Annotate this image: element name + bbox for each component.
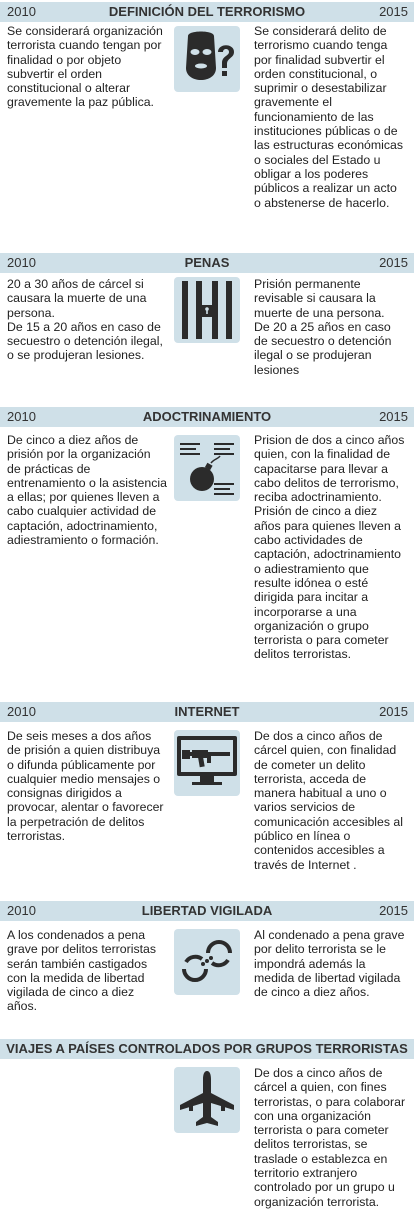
section-definicion <box>0 2 414 210</box>
text-2015 <box>254 277 406 377</box>
paragraph: Se considerará organización terrorista cuando tengan por finalidad o por objeto subvertir el orden constitucional o alterar gravemente la paz pública. <box>7 24 163 110</box>
bomb-document-icon <box>174 435 240 501</box>
year-2010-label: 2010 <box>7 903 36 918</box>
year-2015-label: 2015 <box>379 903 408 918</box>
text-2010 <box>7 433 167 547</box>
paragraph: Al condenado a pena grave por delito terrorista se le impondrá además la medida de libertad vigilada de cinco a diez años. <box>254 928 405 1000</box>
paragraph: De 20 a 25 años en caso de secuestro o detención ilegal o se produjeran lesiones <box>254 319 392 377</box>
year-2010-label: 2010 <box>7 704 36 719</box>
section-internet <box>0 702 414 872</box>
year-2015-label: 2015 <box>379 409 408 424</box>
section-header <box>0 407 414 427</box>
monitor-rifle-icon <box>174 730 240 796</box>
section-header <box>0 702 414 722</box>
paragraph: De dos a cinco años de cárcel a quien, con fines terroristas, o para colaborar con una organización terrorista o para cometer delitos terroristas, se traslade o establezca en territorio extranjero controlado por un grupo u organización terrorista. <box>254 1066 406 1209</box>
section-viajes <box>0 1039 414 1209</box>
section-adoctrinamiento <box>0 407 414 662</box>
handcuffs-icon <box>174 929 240 995</box>
airplane-icon <box>174 1067 240 1133</box>
text-2015 <box>254 1066 406 1209</box>
section-title: ADOCTRINAMIENTO <box>142 409 272 424</box>
year-2010-label: 2010 <box>7 255 36 270</box>
section-header <box>0 2 414 22</box>
paragraph: De dos a cinco años de cárcel quien, con finalidad de cometer un delito terrorista, acceda de manera habitual a uno o varios servicios de comunicación accesibles al público en línea o contenidos accesibles a través de Internet . <box>254 729 404 872</box>
year-2010-label: 2010 <box>7 4 36 19</box>
paragraph: 20 a 30 años de cárcel si causara la muerte de una persona. <box>7 277 147 320</box>
text-2015 <box>254 433 406 662</box>
section-header <box>0 1039 414 1059</box>
prison-bars-icon <box>174 277 240 343</box>
year-2015-label: 2015 <box>379 255 408 270</box>
text-2010 <box>7 928 167 1014</box>
paragraph: Prisión permanente revisable si causara la muerte de una persona. <box>254 277 385 320</box>
section-libertad-vigilada <box>0 901 414 1014</box>
text-2010 <box>7 24 167 110</box>
section-title: LIBERTAD VIGILADA <box>141 903 273 918</box>
paragraph: De seis meses a dos años de prisión a quien distribuya o difunda públicamente por cualquier medio mensajes o consignas dirigidos a provocar, alentar o favorecer la perpetración de delitos terroristas. <box>7 729 164 844</box>
section-title: PENAS <box>184 255 230 270</box>
section-header <box>0 901 414 921</box>
year-2015-label: 2015 <box>379 4 408 19</box>
paragraph: A los condenados a pena grave por delitos terroristas serán también castigados con la medida de libertad vigilada de cinco a diez años. <box>7 928 156 1014</box>
year-2010-label: 2010 <box>7 409 36 424</box>
section-title: DEFINICIÓN DEL TERRORISMO <box>108 4 306 19</box>
section-title: INTERNET <box>174 704 240 719</box>
section-header <box>0 253 414 273</box>
paragraph: Prisión de cinco a diez años para quienes lleven a cabo actividades de captación, adoctrinamiento o adiestramiento que resulte idónea o esté dirigida para incitar a incorporarse a una organización o grupo terrorista o para cometer delitos terroristas. <box>254 504 401 662</box>
section-penas <box>0 253 414 377</box>
text-2015 <box>254 24 406 210</box>
paragraph: De 15 a 20 años en caso de secuestro o detención ilegal, o se produjeran lesiones. <box>7 319 163 363</box>
paragraph: Prision de dos a cinco años quien, con la finalidad de capacitarse para llevar a cabo delitos de terrorismo, reciba adoctrinamiento. <box>254 433 405 505</box>
paragraph: De cinco a diez años de prisión por la organización de prácticas de entrenamiento o la asistencia a ellas; por quienes lleven a cabo cualquier actividad de captación, adoctrinamiento, adiestramiento o formación. <box>7 433 167 548</box>
text-2010 <box>7 277 167 363</box>
year-2015-label: 2015 <box>379 704 408 719</box>
text-2015 <box>254 928 406 999</box>
text-2010 <box>7 729 167 843</box>
section-title: VIAJES A PAÍSES CONTROLADOS POR GRUPOS TERRORISTAS <box>6 1041 408 1056</box>
paragraph: Se considerará delito de terrorismo cuando tenga por finalidad subvertir el orden constitucional, o suprimir o desestabilizar gravemente el funcionamiento de las instituciones públicas o de las estructuras económicas o sociales del Estado u obligar a los poderes públicos a realizar un acto o abstenerse de hacerlo. <box>254 24 403 210</box>
masked-terrorist-question-icon <box>174 26 240 92</box>
text-2015 <box>254 729 406 872</box>
